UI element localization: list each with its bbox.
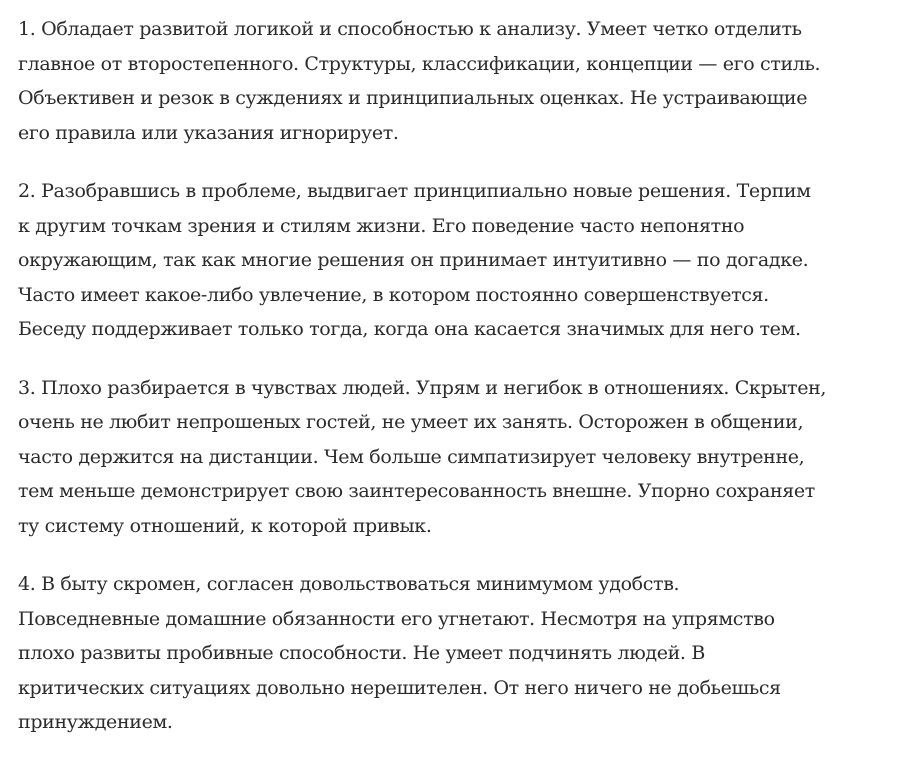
text-line: критических ситуациях довольно нерешителен. От него ничего не добьешься [18,676,781,699]
text-line: принуждением. [18,711,173,733]
text-line: главное от второстепенного. Структуры, классификации, концепции — его стиль. [18,52,821,75]
text-line: тем меньше демонстрирует свою заинтересованность внешне. Упорно сохраняет [18,480,815,502]
text-line: Объективен и резок в суждениях и принципиальных оценках. Не устраивающие [18,87,808,109]
text-line: 1. Обладает развитой логикой и способностью к анализу. Умеет четко отделить [18,18,802,40]
text-line: часто держится на дистанции. Чем больше симпатизирует человеку внутренне, [18,445,805,468]
text-line: Беседу поддерживает только тогда, когда она касается значимых для него тем. [18,318,801,340]
paragraph-4 [18,567,877,740]
text-line: Повседневные домашние обязанности его угнетают. Несмотря на упрямство [18,607,775,630]
paragraph-3 [18,371,877,544]
text-line: к другим точкам зрения и стилям жизни. Его поведение часто непонятно [18,214,745,237]
paragraph-2 [18,174,877,347]
text-line: 4. В быту скромен, согласен довольствоваться минимумом удобств. [18,573,680,595]
text-line: окружающим, так как многие решения он принимает интуитивно — по догадке. [18,249,809,271]
text-line: его правила или указания игнорирует. [18,121,399,144]
text-line: 3. Плохо разбирается в чувствах людей. Упрям и негибок в отношениях. Скрытен, [18,376,827,399]
text-line: 2. Разобравшись в проблеме, выдвигает принципиально новые решения. Терпим [18,180,811,202]
paragraph-1 [18,12,877,150]
text-line: Часто имеет какое-либо увлечение, в котором постоянно совершенствуется. [18,283,769,306]
text-line: очень не любит непрошеных гостей, не умеет их занять. Осторожен в общении, [18,411,804,433]
text-line: ту систему отношений, к которой привык. [18,514,432,537]
text-line: плохо развиты пробивные способности. Не умеет подчинять людей. В [18,642,705,664]
